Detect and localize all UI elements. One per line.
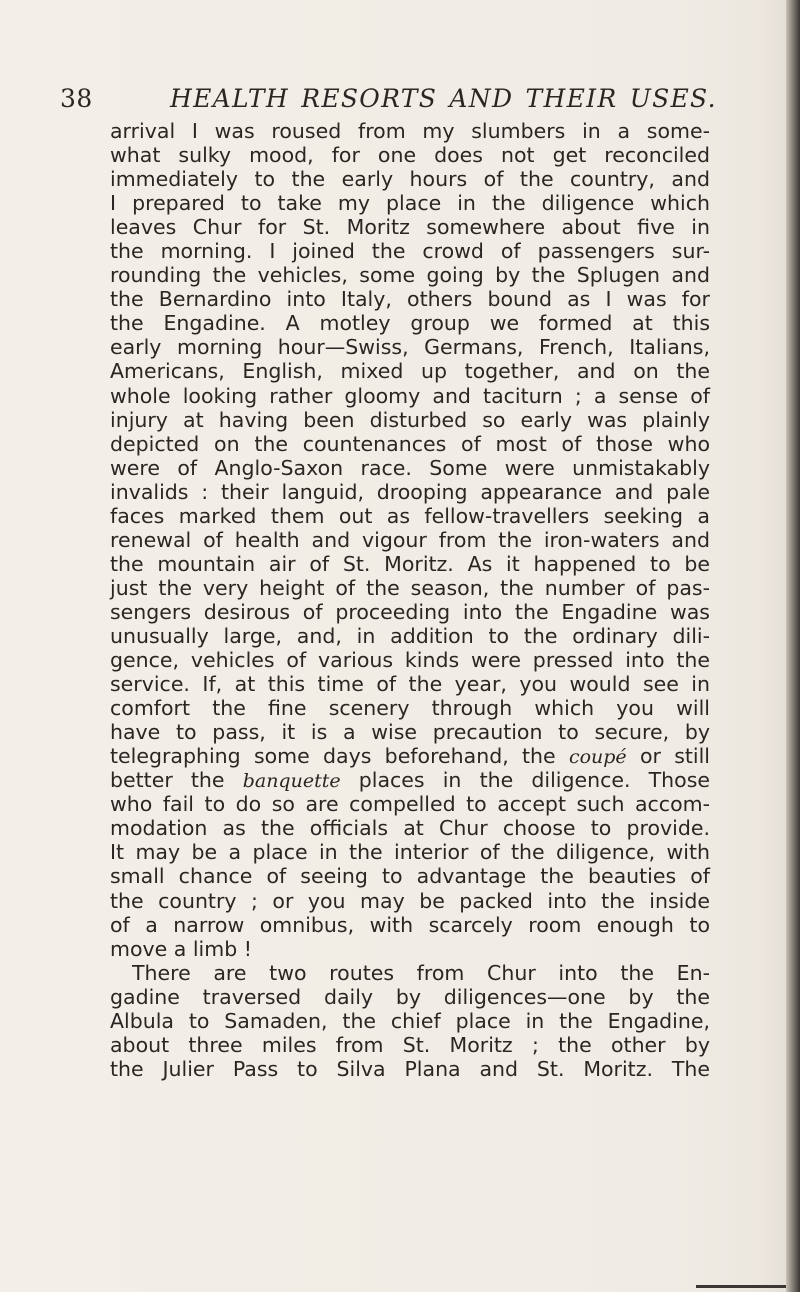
text-line: comfort the fine scenery through which you will [110,696,710,721]
text-line: small chance of seeing to advantage the beauties of [110,864,710,889]
text-line: injury at having been disturbed so early was plainly [110,407,710,432]
text-line: renewal of health and vigour from the iron-waters and [110,527,710,552]
text-line: Americans, English, mixed up together, and on the [110,359,710,384]
text-line: rounding the vehicles, some going by the Splugen and [110,263,710,288]
text-line: modation as the officials at Chur choose to provide. [110,816,710,841]
running-title: HEALTH RESORTS AND THEIR USES. [170,84,717,113]
text-line-with-italic [110,768,710,792]
text-line: arrival I was roused from my slumbers in a some- [110,119,710,143]
bottom-edge-rule [696,1285,786,1288]
text-line: sengers desirous of proceeding into the Engadine was [110,599,710,624]
text-segment: places in the diligence. Those [340,768,710,793]
text-line: the mountain air of St. Moritz. As it happened to be [110,551,710,576]
text-line: gadine traversed daily by diligences—one by the [110,984,710,1009]
text-line: just the very height of the season, the number of pas- [110,575,710,600]
text-segment: or still [626,744,710,769]
text-line: invalids : their languid, drooping appearance and pale [110,479,710,504]
text-line: leaves Chur for St. Moritz somewhere about five in [110,215,710,240]
text-line: about three miles from St. Moritz ; the other by [110,1032,710,1057]
text-line: of a narrow omnibus, with scarcely room enough to [110,912,710,937]
text-line: who fail to do so are compelled to accept such accom- [110,792,710,817]
text-line: I prepared to take my place in the diligence which [110,191,710,216]
text-segment: telegraphing some days beforehand, the [110,744,569,769]
text-line: Albula to Samaden, the chief place in the Engadine, [110,1008,710,1033]
text-line: service. If, at this time of the year, you would see in [110,672,710,697]
page-number: 38 [60,84,93,113]
text-line: what sulky mood, for one does not get reconciled [110,143,710,168]
italic-term-coupe: coupé [568,746,627,769]
text-line: the Julier Pass to Silva Plana and St. Moritz. The [110,1056,710,1081]
body-text [110,119,710,1081]
text-line: whole looking rather gloomy and taciturn ; a sense of [110,383,710,408]
text-line: the morning. I joined the crowd of passengers sur- [110,239,710,264]
text-line: early morning hour—Swiss, Germans, French, Italians, [110,335,710,360]
text-line: were of Anglo-Saxon race. Some were unmistakably [110,455,710,480]
text-line: unusually large, and, in addition to the ordinary dili- [110,623,710,648]
paragraph-start-line: There are two routes from Chur into the En- [132,960,710,985]
paragraph-end-line: move a limb ! [110,936,252,961]
running-header [60,80,740,120]
text-line: the Engadine. A motley group we formed at this [110,311,710,336]
italic-term-banquette: banquette [242,770,341,793]
text-line-with-italic [110,744,710,768]
text-line: have to pass, it is a wise precaution to secure, by [110,720,710,745]
text-line: immediately to the early hours of the country, and [110,167,710,192]
text-line: faces marked them out as fellow-travellers seeking a [110,503,710,528]
text-line: gence, vehicles of various kinds were pressed into the [110,648,710,673]
page-edge-shadow [786,0,800,1292]
text-line: depicted on the countenances of most of those who [110,431,710,456]
text-segment: better the [110,768,243,793]
text-line: It may be a place in the interior of the diligence, with [110,840,710,865]
text-line: the Bernardino into Italy, others bound as I was for [110,287,710,312]
text-line: the country ; or you may be packed into the inside [110,888,710,913]
